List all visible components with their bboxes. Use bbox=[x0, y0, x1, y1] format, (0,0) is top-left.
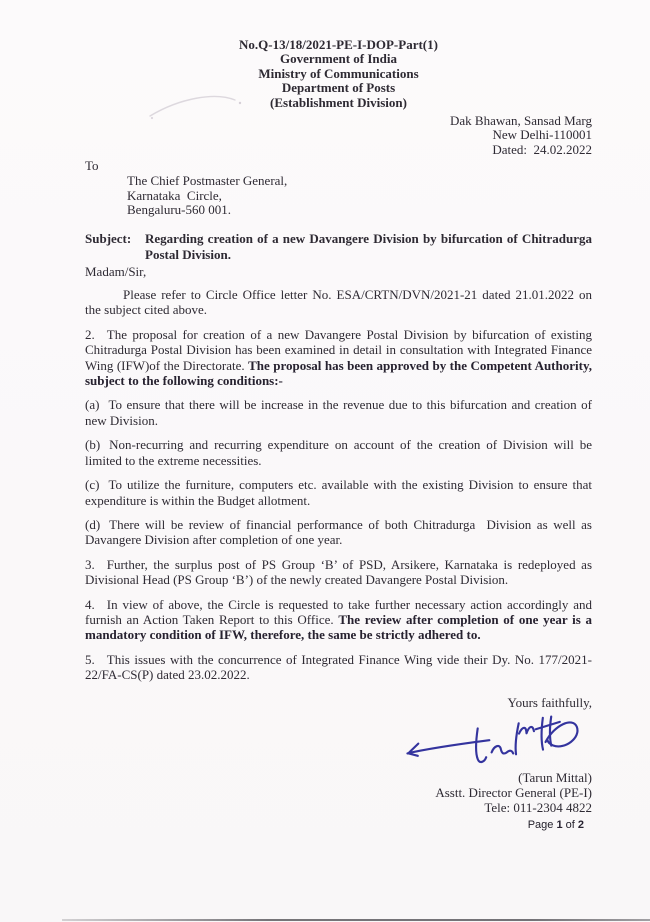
recipient-to: To bbox=[85, 158, 99, 174]
signature-area bbox=[85, 712, 592, 770]
paragraph-text: Further, the surplus post of PS Group ‘B’ of PSD, Arsikere, Karnataka is redeployed as Divisional Head (PS Group ‘B’) of the newly created Davangere Postal Division. bbox=[85, 556, 592, 588]
body-paragraph bbox=[85, 327, 592, 389]
footer-page-num: 1 bbox=[556, 818, 563, 831]
letterhead-org-line: (Establishment Division) bbox=[270, 94, 407, 110]
scan-artifact-mark bbox=[140, 78, 270, 124]
scan-edge-line bbox=[62, 919, 650, 921]
date-line: Dated: 24.02.2022 bbox=[492, 141, 592, 157]
body-paragraph bbox=[85, 287, 592, 318]
body-paragraph bbox=[85, 652, 592, 683]
valediction: Yours faithfully, bbox=[507, 694, 592, 710]
paragraph-number: (c) bbox=[85, 477, 100, 493]
paragraph-number: (d) bbox=[85, 516, 101, 532]
letterhead-org-line: Government of India bbox=[280, 51, 397, 67]
subject-label: Subject: bbox=[85, 231, 132, 247]
footer-page-total: 2 bbox=[577, 818, 584, 831]
letterhead-org-line: Department of Posts bbox=[281, 80, 396, 96]
paragraph-text: To ensure that there will be increase in the revenue due to this bifurcation and creation of new Division. bbox=[85, 397, 592, 428]
paragraph-text: Please refer to Circle Office letter No. ESA/CRTN/DVN/2021-21 dated 21.01.2022 on the subject cited above. bbox=[85, 287, 592, 318]
paragraph-number: 5. bbox=[85, 651, 95, 667]
signer-block bbox=[85, 770, 592, 815]
paragraph-text: Non-recurring and recurring expenditure on account of the creation of Division will be limited to the extreme necessities. bbox=[85, 437, 592, 468]
letterhead-ref-number: No.Q-13/18/2021-PE-I-DOP-Part(1) bbox=[239, 37, 438, 52]
footer-page-word: Page bbox=[527, 818, 557, 831]
signer-name: (Tarun Mittal) bbox=[518, 769, 592, 785]
signature-ink bbox=[396, 708, 593, 773]
recipient-line: The Chief Postmaster General, bbox=[127, 172, 288, 188]
footer-of-word: of bbox=[562, 818, 578, 831]
paragraph-number: (b) bbox=[85, 437, 101, 453]
body-paragraph bbox=[85, 557, 592, 588]
body-paragraph bbox=[85, 517, 592, 548]
recipient-block bbox=[127, 174, 592, 218]
paragraph-number: 3. bbox=[85, 556, 95, 572]
body-paragraph bbox=[85, 477, 592, 508]
body-paragraph bbox=[85, 397, 592, 428]
letter-body bbox=[85, 287, 592, 683]
paragraph-text: In view of above, the Circle is requested to take further necessary action accordingly and furnish an Action Taken Report to this Office. bbox=[85, 596, 592, 627]
body-paragraph bbox=[85, 597, 592, 643]
office-address-line: New Delhi-110001 bbox=[492, 127, 592, 143]
office-address-line: Dak Bhawan, Sansad Marg bbox=[449, 113, 592, 129]
body-paragraph bbox=[85, 437, 592, 468]
paragraph-text: The proposal for creation of a new Davangere Postal Division by bifurcation of existing Chitradurga Postal Division has been examined in detail in consultation with Integrated Finance Wing (IFW)of the Directorate. bbox=[85, 326, 592, 373]
paragraph-text: This issues with the concurrence of Integrated Finance Wing vide their Dy. No. 177/2021-22/FA-CS(P) dated 23.02.2022. bbox=[85, 651, 592, 683]
signer-designation: Asstt. Director General (PE-I) bbox=[435, 784, 592, 800]
paragraph-number: 2. bbox=[85, 326, 95, 342]
subject-text: Regarding creation of a new Davangere Division by bifurcation of Chitradurga Postal Division. bbox=[145, 231, 592, 262]
signer-phone: Tele: 011-2304 4822 bbox=[484, 799, 592, 815]
paragraph-text: To utilize the furniture, computers etc. available with the existing Division to ensure that expenditure is within the Budget allotment. bbox=[85, 477, 592, 508]
subject-row bbox=[85, 231, 592, 262]
page-number-footer bbox=[85, 818, 592, 832]
paragraph-bold-text: The proposal has been approved by the Competent Authority, subject to the following conditions:- bbox=[85, 357, 592, 389]
paragraph-number: 4. bbox=[85, 596, 95, 612]
paragraph-text: There will be review of financial performance of both Chitradurga Division as well as Davangere Division after completion of one year. bbox=[85, 516, 592, 548]
letterhead-org-line: Ministry of Communications bbox=[258, 65, 419, 81]
recipient-line: Bengaluru-560 001. bbox=[127, 202, 231, 218]
paragraph-bold-text: The review after completion of one year is a mandatory condition of IFW, therefore, the same be strictly adhered to. bbox=[85, 611, 592, 643]
paragraph-number: (a) bbox=[85, 397, 100, 413]
salutation: Madam/Sir, bbox=[85, 264, 147, 280]
recipient-line: Karnataka Circle, bbox=[127, 187, 222, 203]
